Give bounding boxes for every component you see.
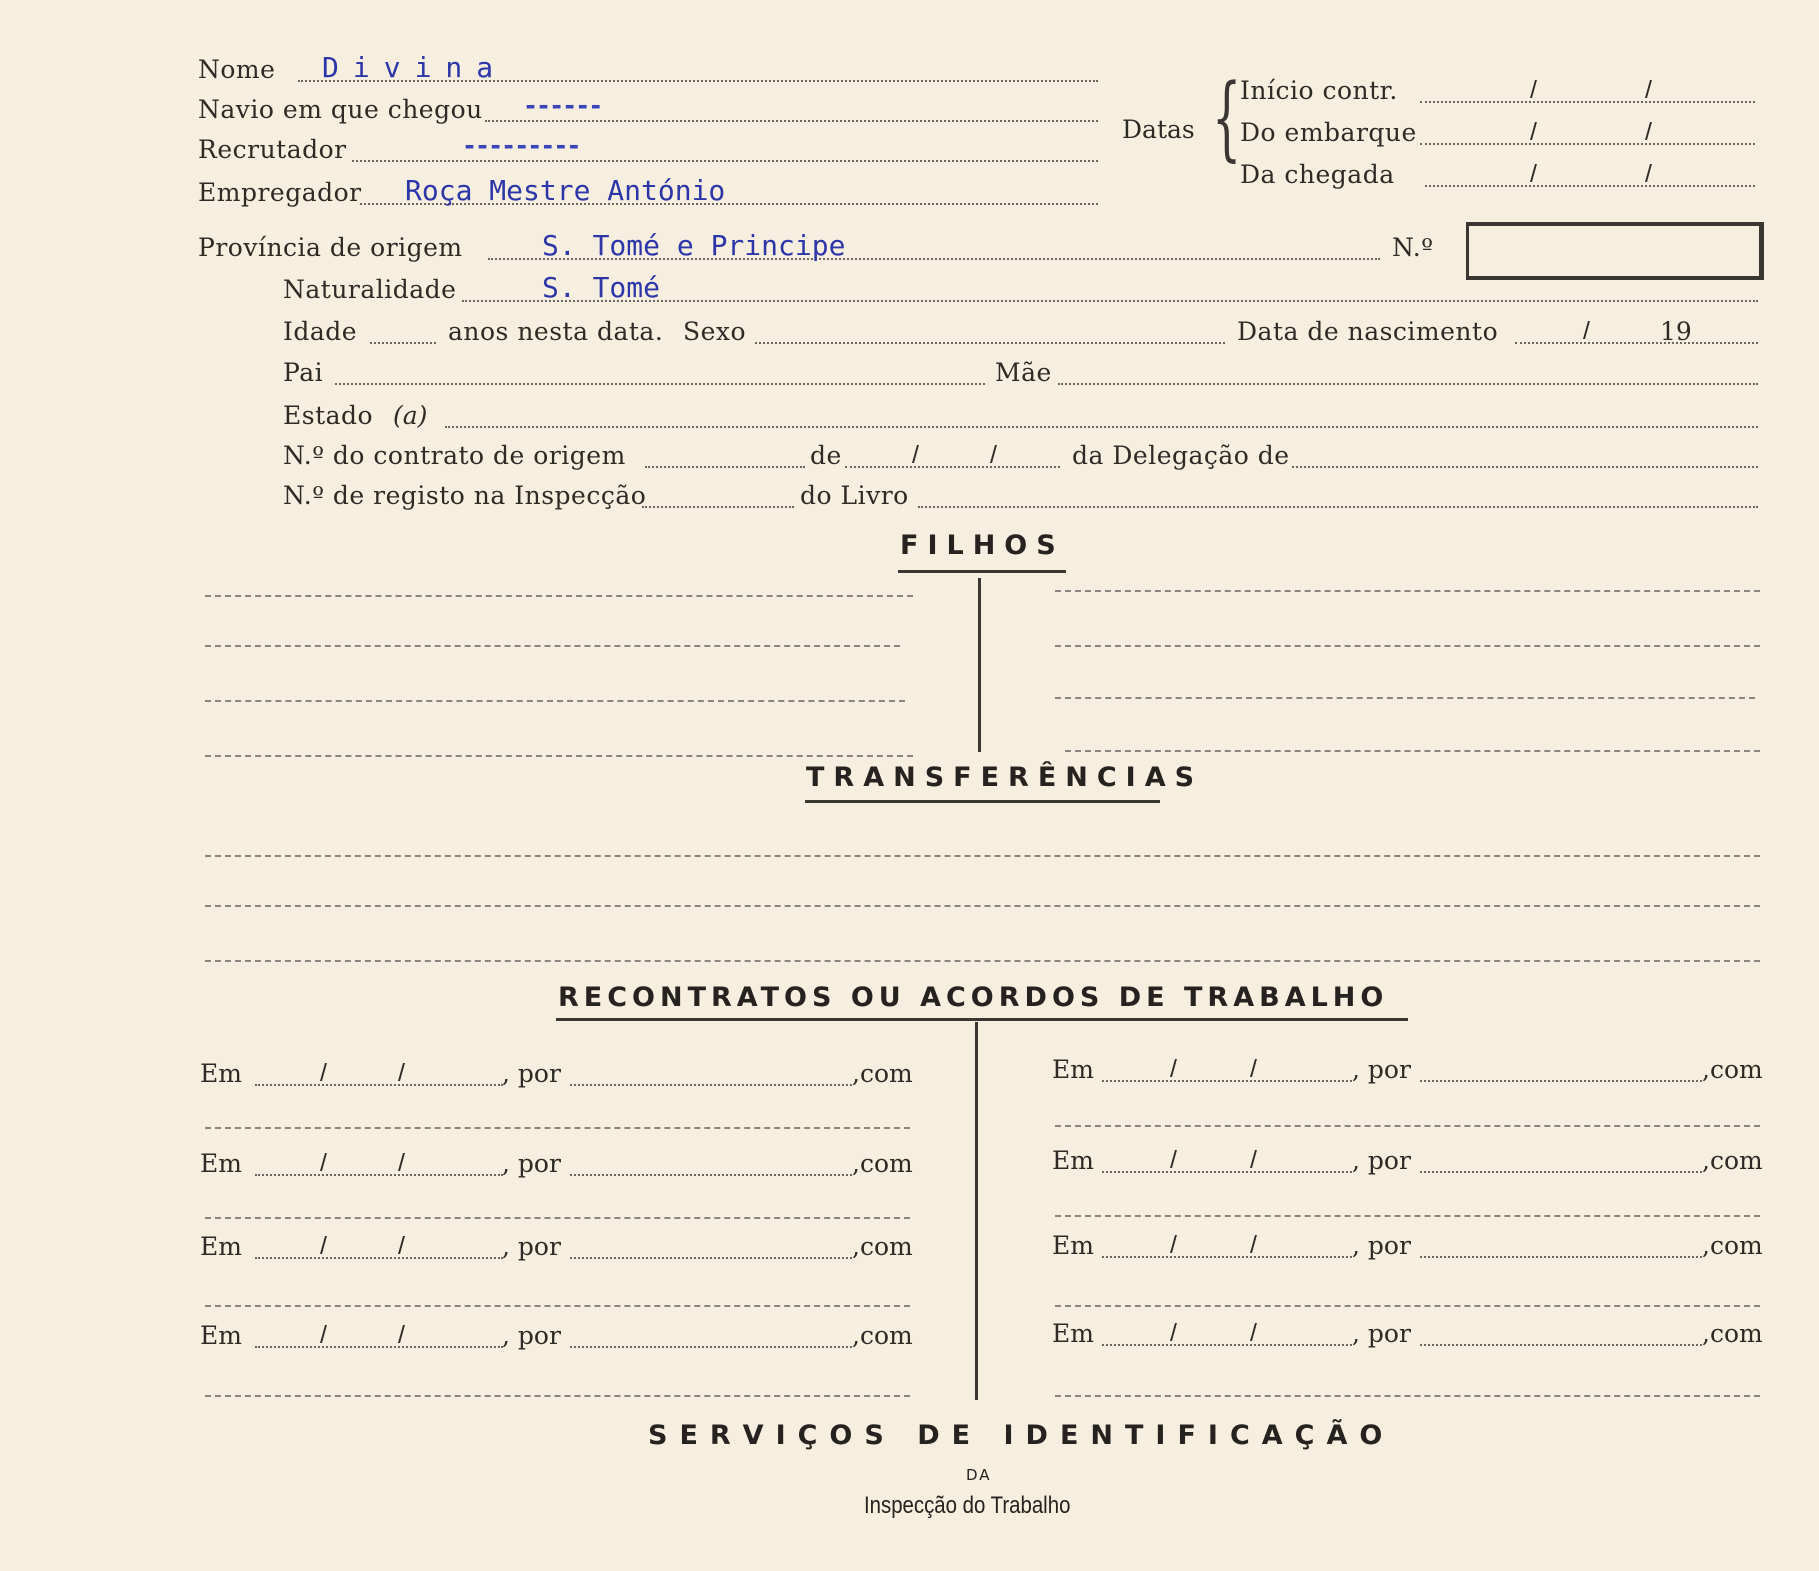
contrato-label: N.º do contrato de origem [283, 441, 626, 470]
pai-mae-row [0, 355, 1819, 395]
recontrato-em-label: Em [1052, 1319, 1094, 1348]
livro-field-line [918, 506, 1758, 508]
recontrato-por-label: , por [1352, 1231, 1411, 1260]
datas-chegada-line [1425, 185, 1755, 187]
recontrato-sep2: / [1250, 1055, 1257, 1083]
contrato-de-label: de [810, 441, 842, 470]
recontrato-com-label: ,com [852, 1059, 913, 1088]
recontrato-sep1: / [1170, 1319, 1177, 1347]
footer-inspeccao: Inspecção do Trabalho [864, 1492, 1071, 1519]
pai-field-line [335, 383, 985, 385]
recontrato-com-label: ,com [1702, 1055, 1763, 1084]
recontrato-por-label: , por [502, 1149, 561, 1178]
filhos-underline [898, 570, 1066, 573]
recontrato-com-label: ,com [852, 1232, 913, 1261]
datas-inicio-label: Início contr. [1240, 76, 1398, 105]
recontrato-com-label: ,com [1702, 1231, 1763, 1260]
recontrato-sep2: / [398, 1149, 405, 1177]
filhos-line [205, 755, 913, 757]
recontrato-date-line [1102, 1080, 1352, 1082]
delegacao-label: da Delegação de [1072, 441, 1290, 470]
naturalidade-row [0, 272, 1819, 312]
recontrato-sep1: / [320, 1059, 327, 1087]
transferencias-line [205, 960, 1760, 962]
recontrato-line [205, 1305, 910, 1307]
datas-chegada-sep2: / [1645, 160, 1652, 188]
datas-inicio-line [1420, 101, 1755, 103]
recontrato-date-line [1102, 1256, 1352, 1258]
nome-value[interactable]: Divina [322, 51, 508, 84]
contrato-row [0, 438, 1819, 478]
contrato-date-line [845, 466, 1060, 468]
recontrato-em-label: Em [1052, 1231, 1094, 1260]
idade-after-text: anos nesta data. [448, 317, 664, 346]
recontrato-line [205, 1217, 910, 1219]
contrato-sep2: / [990, 441, 997, 469]
recontrato-com-label: ,com [1702, 1319, 1763, 1348]
recontrato-por-line [1420, 1344, 1702, 1346]
recontrato-por-label: , por [1352, 1146, 1411, 1175]
pai-label: Pai [283, 358, 324, 387]
nascimento-label: Data de nascimento [1237, 317, 1499, 346]
recontrato-por-label: , por [1352, 1055, 1411, 1084]
datas-row-embarque [0, 115, 1819, 155]
recontrato-line [205, 1395, 910, 1397]
recontrato-em-label: Em [1052, 1146, 1094, 1175]
recontrato-sep1: / [1170, 1146, 1177, 1174]
livro-label: do Livro [800, 481, 909, 510]
datas-row-chegada [0, 157, 1819, 197]
navio-label: Navio em que chegou [198, 95, 483, 124]
provincia-value[interactable]: S. Tomé e Principe [542, 229, 846, 262]
transferencias-underline [805, 800, 1160, 803]
numero-label: N.º [1392, 233, 1434, 262]
recontrato-line [205, 1127, 910, 1129]
recrutador-label: Recrutador [198, 135, 347, 164]
recontrato-em-label: Em [200, 1059, 242, 1088]
idade-field-line [370, 342, 436, 344]
recontratos-heading: RECONTRATOS OU ACORDOS DE TRABALHO [558, 982, 1389, 1013]
mae-label: Mãe [995, 358, 1052, 387]
recontrato-por-line [1420, 1080, 1702, 1082]
datas-row-inicio [0, 73, 1819, 113]
datas-inicio-sep2: / [1645, 76, 1652, 104]
registo-field-line [642, 506, 794, 508]
filhos-divider [978, 578, 981, 752]
datas-embarque-line [1420, 143, 1755, 145]
recontrato-sep1: / [320, 1149, 327, 1177]
contrato-sep1: / [912, 441, 919, 469]
filhos-line [205, 700, 905, 702]
recontratos-underline [556, 1018, 1408, 1021]
recontrato-em-label: Em [200, 1232, 242, 1261]
recontrato-sep1: / [320, 1321, 327, 1349]
recontrato-sep1: / [320, 1232, 327, 1260]
provincia-label: Província de origem [198, 233, 463, 262]
recontrato-por-line [1420, 1171, 1702, 1173]
recontrato-por-line [1420, 1256, 1702, 1258]
empregador-label: Empregador [198, 178, 362, 207]
recontrato-sep1: / [1170, 1231, 1177, 1259]
recontrato-sep2: / [1250, 1231, 1257, 1259]
datas-chegada-label: Da chegada [1240, 160, 1395, 189]
naturalidade-label: Naturalidade [283, 275, 457, 304]
recontrato-line [1055, 1125, 1760, 1127]
recontrato-row [0, 1052, 1819, 1092]
estado-label: Estado [283, 401, 374, 430]
recontrato-line [1055, 1395, 1760, 1397]
recontrato-com-label: ,com [852, 1149, 913, 1178]
sexo-field-line [755, 342, 1225, 344]
nascimento-sep: / [1583, 317, 1590, 345]
nascimento-field-line [1515, 342, 1758, 344]
filhos-heading: FILHOS [900, 530, 1065, 561]
recontrato-por-label: , por [1352, 1319, 1411, 1348]
filhos-line [205, 595, 913, 597]
recontrato-date-line [1102, 1344, 1352, 1346]
recontrato-em-label: Em [200, 1149, 242, 1178]
recontrato-line [1055, 1215, 1760, 1217]
estado-field-line [445, 426, 1758, 428]
recontrato-sep1: / [1170, 1055, 1177, 1083]
recontrato-line [1055, 1305, 1760, 1307]
recontrato-sep2: / [1250, 1319, 1257, 1347]
filhos-line [1055, 590, 1760, 592]
recontrato-sep2: / [398, 1321, 405, 1349]
recontrato-date-line [1102, 1171, 1352, 1173]
transferencias-line [205, 905, 1760, 907]
idade-row [0, 314, 1819, 354]
delegacao-field-line [1292, 466, 1758, 468]
recontrato-row [0, 1228, 1819, 1268]
recontrato-por-label: , por [502, 1321, 561, 1350]
estado-note: (a) [393, 401, 428, 430]
nascimento-year-prefix: 19 [1660, 317, 1692, 346]
contrato-field-line [645, 466, 805, 468]
datas-label: Datas [1122, 115, 1195, 144]
footer-servicos: SERVIÇOS DE IDENTIFICAÇÃO [648, 1420, 1395, 1451]
recontrato-sep2: / [398, 1059, 405, 1087]
sexo-label: Sexo [683, 317, 747, 346]
estado-row [0, 398, 1819, 438]
recontrato-por-label: , por [502, 1059, 561, 1088]
datas-brace: { [1212, 64, 1242, 171]
recontrato-row [0, 1316, 1819, 1356]
recontrato-em-label: Em [200, 1321, 242, 1350]
transferencias-line [205, 855, 1760, 857]
footer-da: DA [966, 1466, 992, 1484]
idade-label: Idade [283, 317, 358, 346]
transferencias-heading: TRANSFERÊNCIAS [806, 762, 1204, 793]
nome-label: Nome [198, 55, 276, 84]
datas-embarque-label: Do embarque [1240, 118, 1417, 147]
recontrato-em-label: Em [1052, 1055, 1094, 1084]
mae-field-line [1058, 383, 1758, 385]
recrutador-value[interactable]: --------- [462, 131, 580, 160]
registo-row [0, 478, 1819, 518]
datas-chegada-sep1: / [1530, 160, 1537, 188]
empregador-value[interactable]: Roça Mestre António [405, 174, 726, 207]
filhos-line [205, 645, 900, 647]
recontrato-com-label: ,com [852, 1321, 913, 1350]
filhos-line [1055, 697, 1755, 699]
recontrato-sep2: / [398, 1232, 405, 1260]
registo-label: N.º de registo na Inspecção [283, 481, 647, 510]
navio-value[interactable]: ------ [523, 91, 602, 120]
naturalidade-value[interactable]: S. Tomé [542, 271, 661, 304]
filhos-line [1065, 750, 1760, 752]
filhos-line [1055, 645, 1760, 647]
datas-embarque-sep2: / [1645, 118, 1652, 146]
recontrato-sep2: / [1250, 1146, 1257, 1174]
datas-inicio-sep1: / [1530, 76, 1537, 104]
datas-embarque-sep1: / [1530, 118, 1537, 146]
recontrato-row [0, 1143, 1819, 1183]
recontrato-por-label: , por [502, 1232, 561, 1261]
recontrato-com-label: ,com [1702, 1146, 1763, 1175]
